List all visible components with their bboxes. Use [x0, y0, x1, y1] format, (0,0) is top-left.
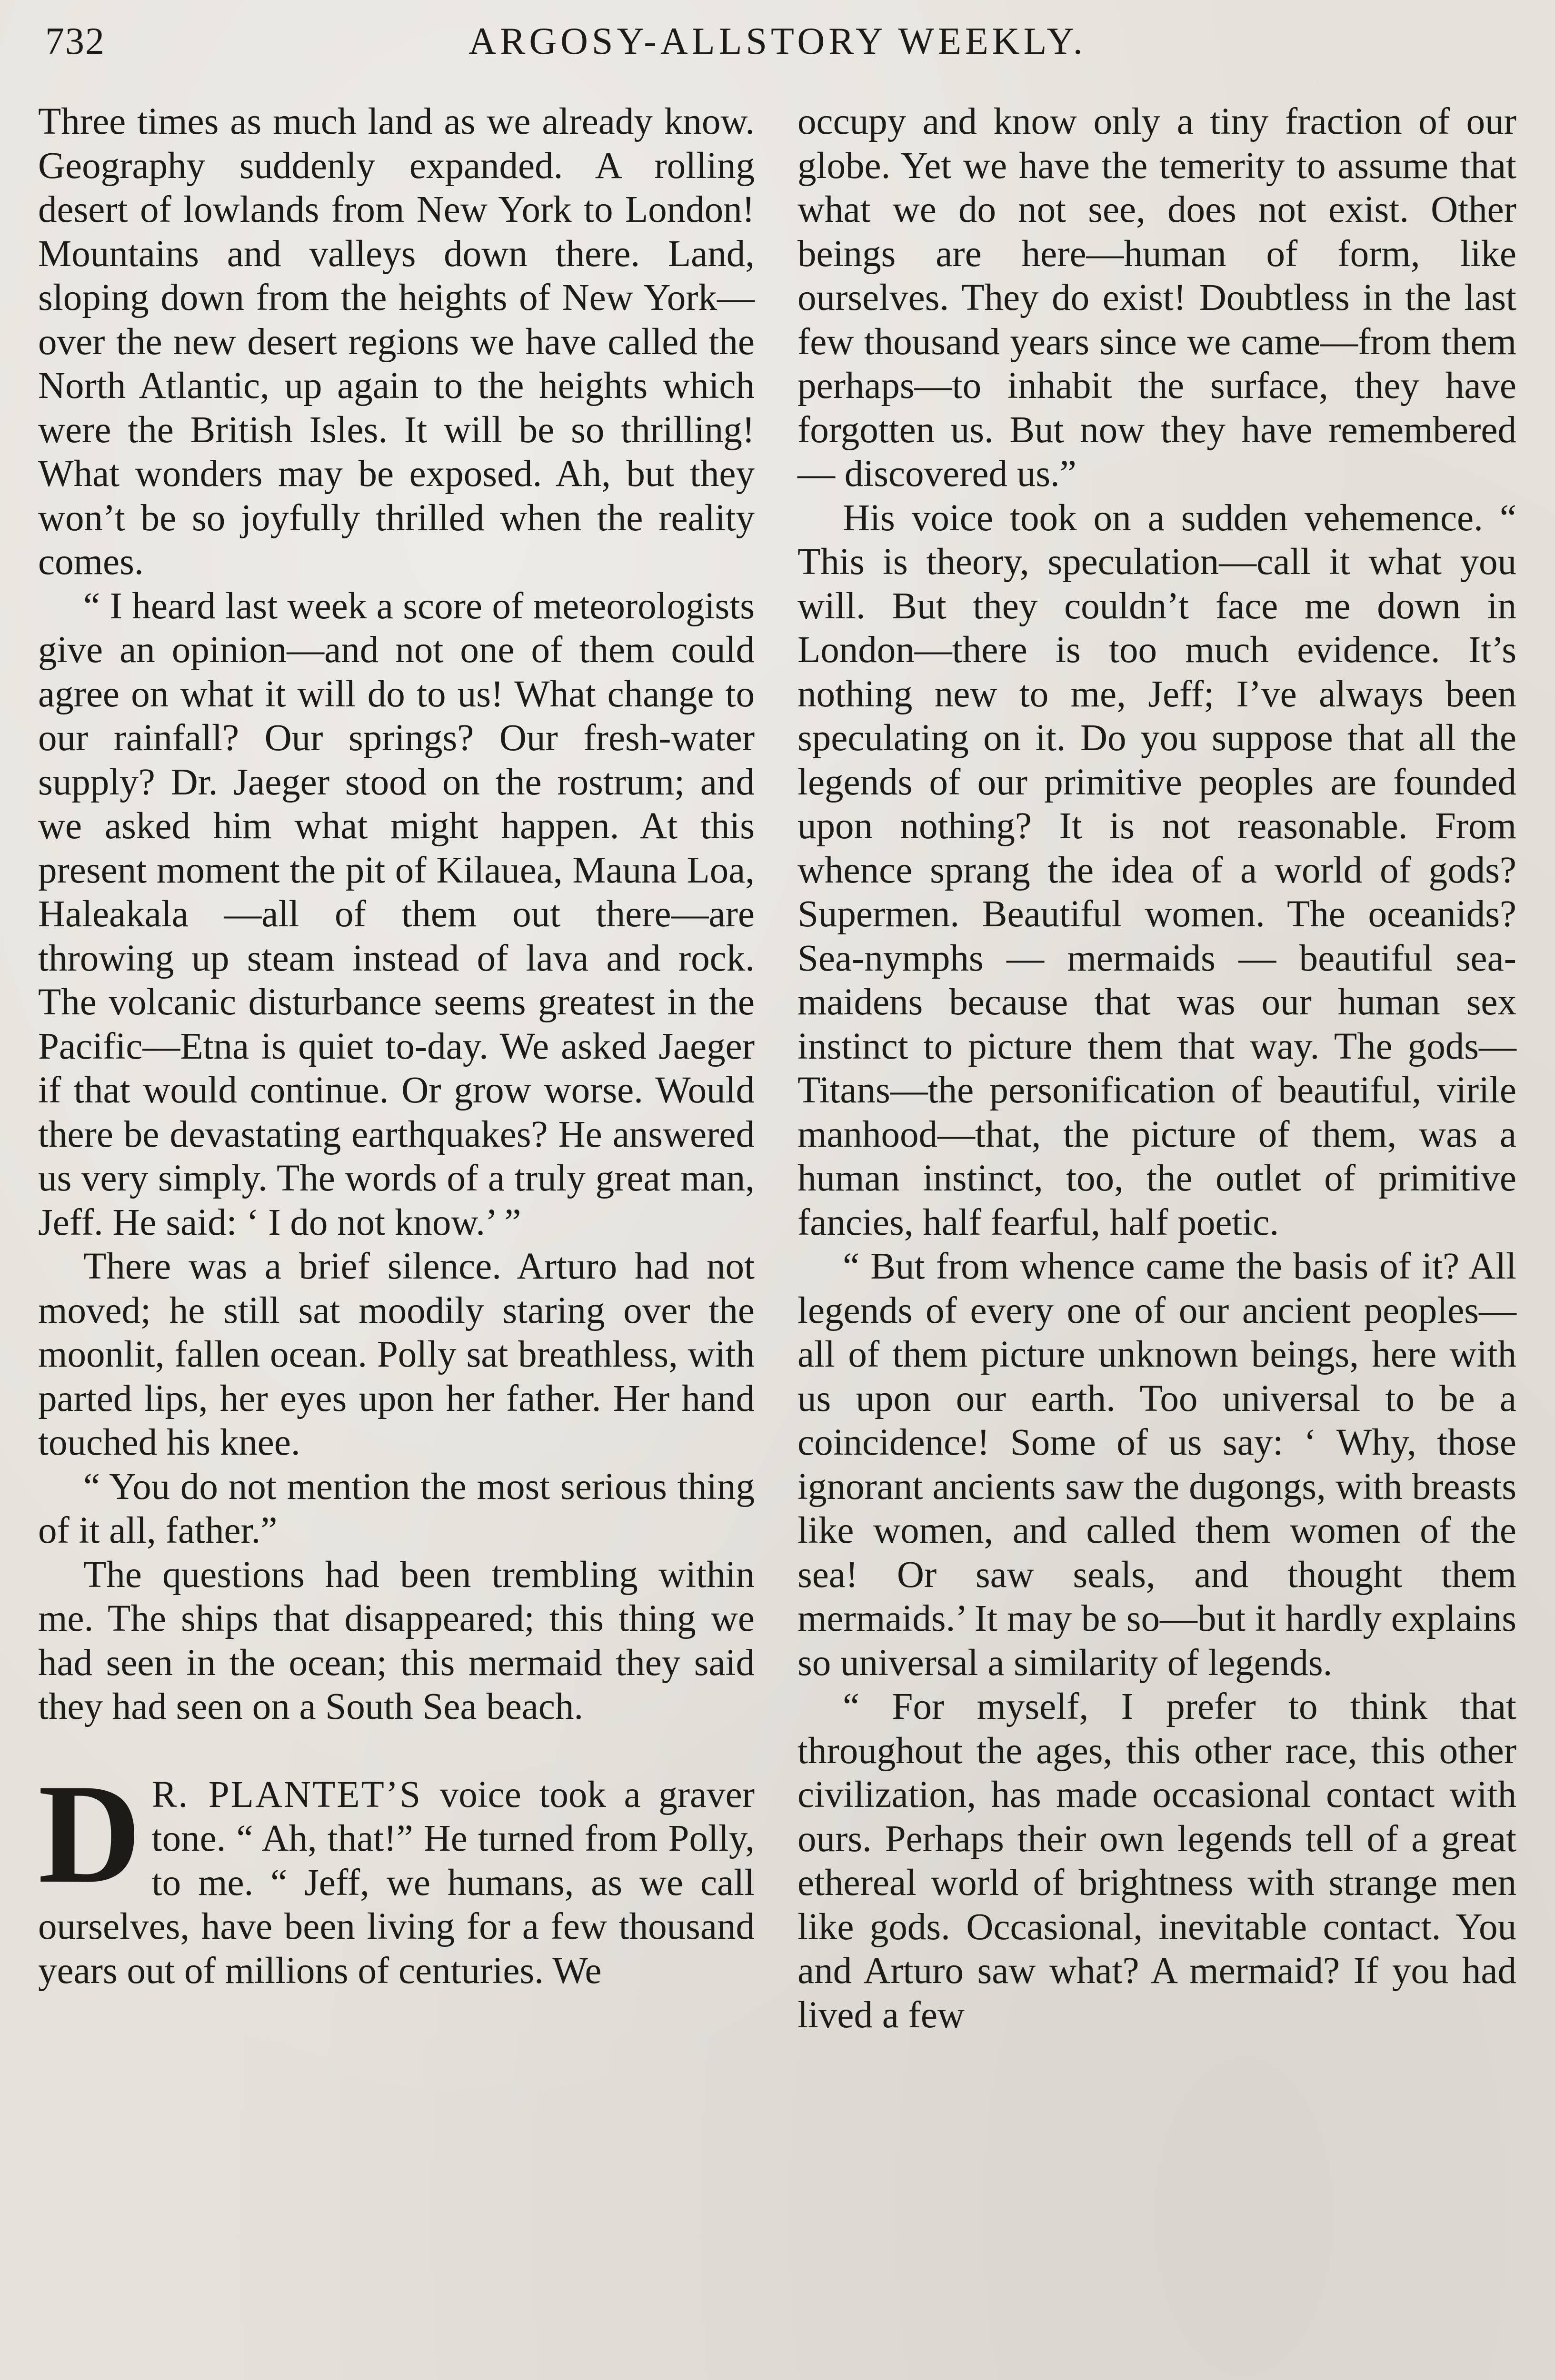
running-title: ARGOSY-ALLSTORY WEEKLY.: [468, 20, 1087, 62]
paragraph: occupy and know only a tiny fraction of our globe. Yet we have the temerity to assume that what we do not see, does not exist. Other beings are here—human of form, like ourselves. They do exist! Doubtless in the last few thousand years since we came—from them perhaps—to inhabit the surface, they have forgotten us. But now they have remembered — discovered us.”: [797, 101, 1516, 495]
page-header: [0, 14, 1555, 71]
section-opening-paragraph: [38, 1754, 755, 1993]
lead-in: R. PLANTET’S: [151, 1774, 422, 1815]
drop-cap: D: [38, 1754, 141, 1913]
paragraph: There was a brief silence. Arturo had not moved; he still sat moodily staring over the moonlit, fallen ocean. Polly sat breathless, with parted lips, her eyes upon her father. Her hand touched his knee.: [38, 1246, 755, 1463]
left-column: [38, 100, 755, 1993]
right-column: [797, 100, 1516, 2037]
paragraph: “ For myself, I prefer to think that throughout the ages, this other race, this other civilization, has made occasional contact with ours. Perhaps their own legends tell of a great ethereal world of brightness with strange men like gods. Occasional, inevitable contact. You and Arturo saw what? A mermaid? If you had lived a few: [797, 1686, 1516, 2036]
paragraph: The questions had been trembling within me. The ships that disappeared; this thing we had seen in the ocean; this mermaid they said they had seen on a South Sea beach.: [38, 1554, 755, 1727]
paragraph: His voice took on a sudden vehemence. “ This is theory, speculation—call it what you will. But they couldn’t face me down in London—there is too much evidence. It’s nothing new to me, Jeff; I’ve always been speculating on it. Do you suppose that all the legends of our primitive peoples are founded upon nothing? It is not reasonable. From whence sprang the idea of a world of gods? Supermen. Beautiful women. The oceanids? Sea-nymphs — mermaids — beautiful sea-maidens because that was our human sex instinct to picture them that way. The gods—Titans—the personification of beautiful, virile manhood—that, the picture of them, was a human instinct, too, the outlet of primitive fancies, half fearful, half poetic.: [797, 497, 1516, 1243]
paragraph: “ But from whence came the basis of it? All legends of every one of our ancient peoples—all of them picture unknown beings, here with us upon our earth. Too universal to be a coincidence! Some of us say: ‘ Why, those ignorant ancients saw the dugongs, with breasts like women, and called them women of the sea! Or saw seals, and thought them mermaids.’ It may be so—but it hardly explains so universal a similarity of legends.: [797, 1246, 1516, 1684]
paragraph: “ You do not mention the most serious thing of it all, father.”: [38, 1466, 755, 1551]
paragraph-text: voice took a graver tone. “ Ah, that!” He turned from Polly, to me. “ Jeff, we humans, as we call ourselves, have been living for a few thousand years out of millions of centuries. We: [38, 1774, 755, 1992]
paragraph: “ I heard last week a score of meteorologists give an opinion—and not one of them could agree on what it will do to us! What change to our rainfall? Our springs? Our fresh-water supply? Dr. Jaeger stood on the rostrum; and we asked him what might happen. At this present moment the pit of Kilauea, Mauna Loa, Haleakala —all of them out there—are throwing up steam instead of lava and rock. The volcanic disturbance seems greatest in the Pacific—Etna is quiet to-day. We asked Jaeger if that would continue. Or grow worse. Would there be devastating earthquakes? He answered us very simply. The words of a truly great man, Jeff. He said: ‘ I do not know.’ ”: [38, 585, 755, 1243]
paragraph: Three times as much land as we already know. Geography suddenly expanded. A rolling desert of lowlands from New York to London! Mountains and valleys down there. Land, sloping down from the heights of New York—over the new desert regions we have called the North Atlantic, up again to the heights which were the British Isles. It will be so thrilling! What wonders may be exposed. Ah, but they won’t be so joyfully thrilled when the reality comes.: [38, 101, 755, 583]
page-number: 732: [45, 20, 105, 62]
